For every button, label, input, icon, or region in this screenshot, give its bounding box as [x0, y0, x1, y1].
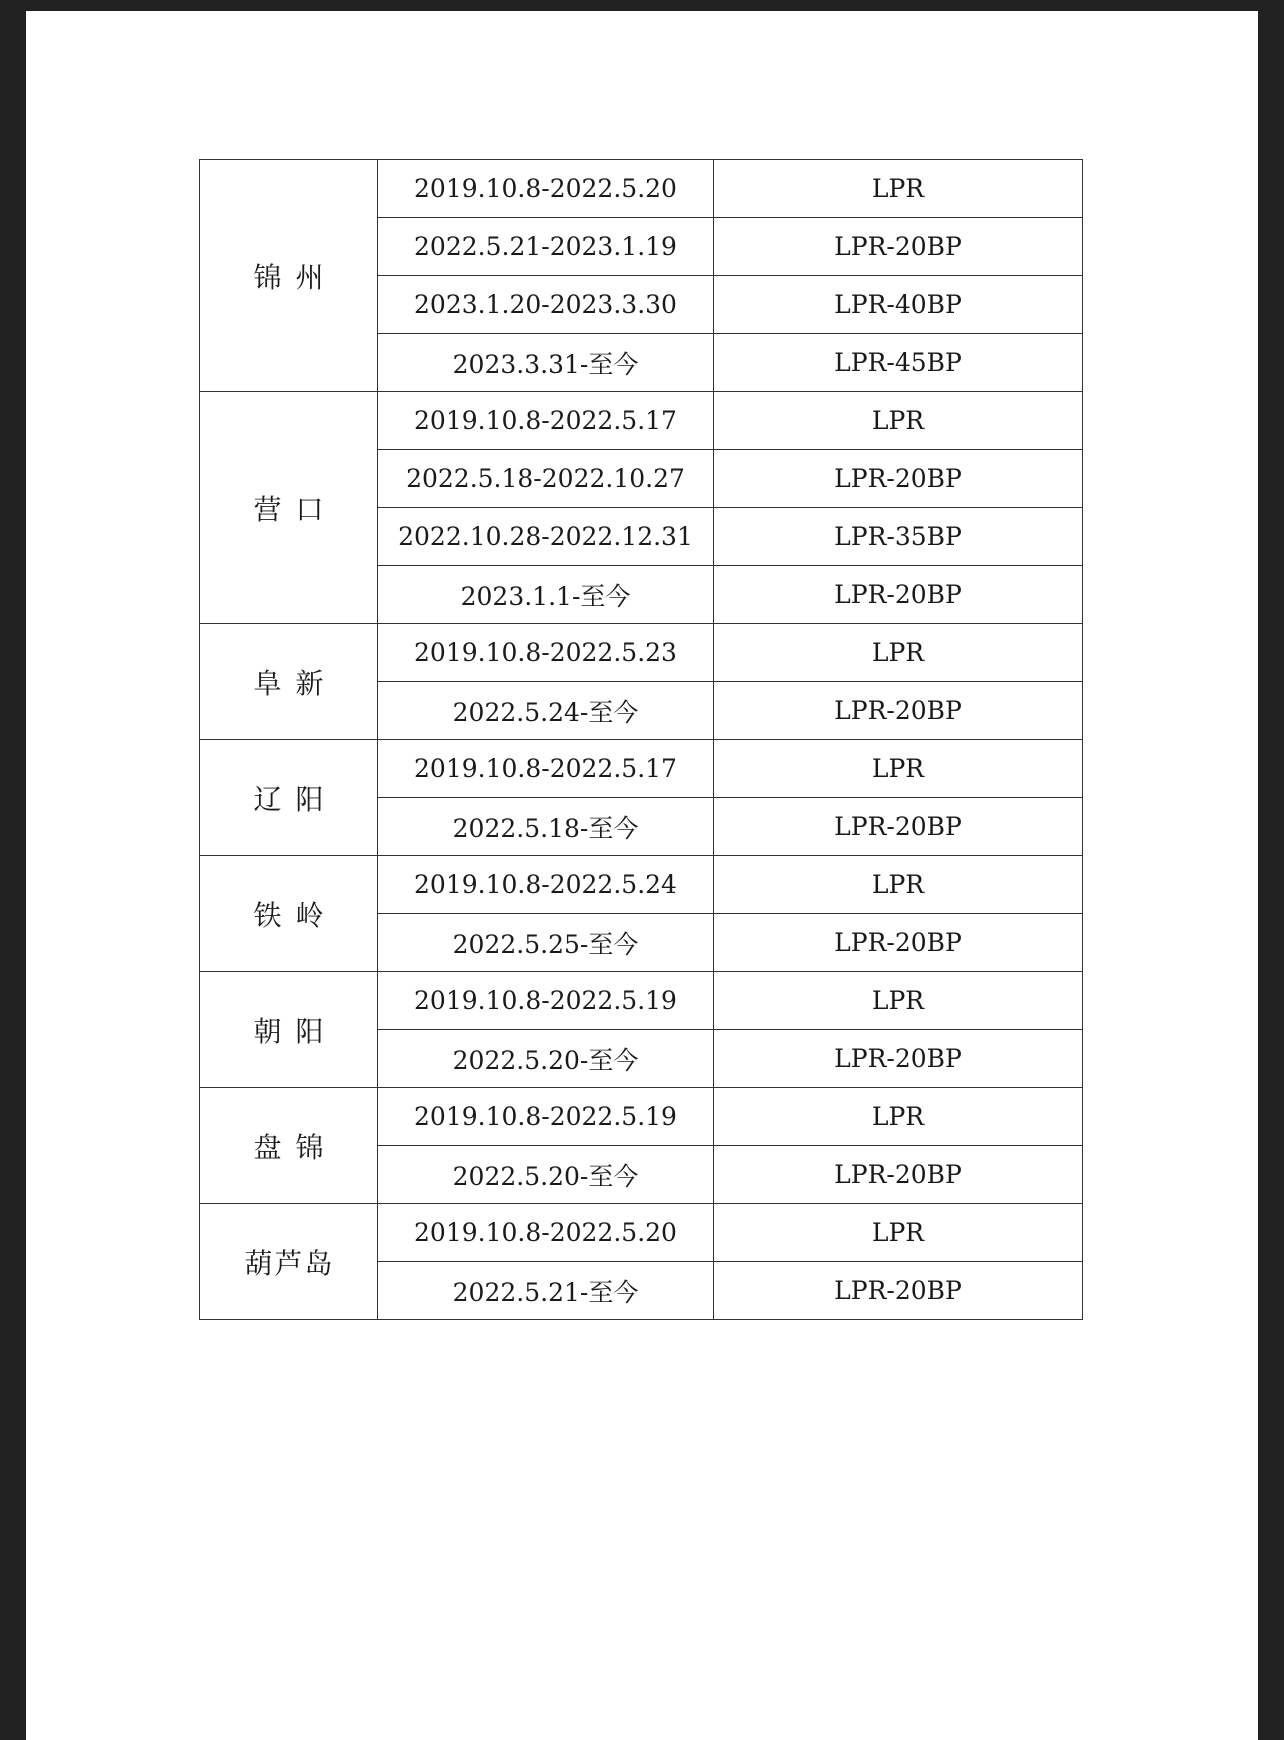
city-cell: 阜新	[200, 624, 378, 740]
period-cell: 2022.5.20-至今	[378, 1146, 714, 1204]
city-cell: 盘锦	[200, 1088, 378, 1204]
period-cell: 2019.10.8-2022.5.20	[378, 160, 714, 218]
table-row	[200, 856, 1083, 914]
rate-cell: LPR-20BP	[714, 1262, 1083, 1320]
city-cell: 葫芦岛	[200, 1204, 378, 1320]
document-page	[26, 11, 1258, 1740]
table-row	[200, 624, 1083, 682]
table-row	[200, 972, 1083, 1030]
period-cell: 2019.10.8-2022.5.19	[378, 1088, 714, 1146]
period-cell: 2022.5.20-至今	[378, 1030, 714, 1088]
rate-table-body	[200, 160, 1083, 1320]
rate-cell: LPR-45BP	[714, 334, 1083, 392]
rate-cell: LPR-20BP	[714, 450, 1083, 508]
table-row	[200, 160, 1083, 218]
rate-cell: LPR-20BP	[714, 914, 1083, 972]
city-cell: 朝阳	[200, 972, 378, 1088]
table-row	[200, 392, 1083, 450]
rate-cell: LPR	[714, 392, 1083, 450]
rate-cell: LPR	[714, 624, 1083, 682]
rate-cell: LPR	[714, 972, 1083, 1030]
table-row	[200, 1088, 1083, 1146]
table-row	[200, 1204, 1083, 1262]
city-cell: 辽阳	[200, 740, 378, 856]
period-cell: 2023.1.20-2023.3.30	[378, 276, 714, 334]
rate-cell: LPR-20BP	[714, 566, 1083, 624]
rate-cell: LPR-35BP	[714, 508, 1083, 566]
rate-cell: LPR	[714, 160, 1083, 218]
city-cell: 锦州	[200, 160, 378, 392]
rate-cell: LPR	[714, 1204, 1083, 1262]
table-row	[200, 740, 1083, 798]
period-cell: 2022.5.25-至今	[378, 914, 714, 972]
period-cell: 2019.10.8-2022.5.20	[378, 1204, 714, 1262]
period-cell: 2022.5.21-2023.1.19	[378, 218, 714, 276]
period-cell: 2023.3.31-至今	[378, 334, 714, 392]
rate-cell: LPR-20BP	[714, 798, 1083, 856]
city-cell: 营口	[200, 392, 378, 624]
city-cell: 铁岭	[200, 856, 378, 972]
rate-cell: LPR	[714, 740, 1083, 798]
period-cell: 2019.10.8-2022.5.17	[378, 740, 714, 798]
rate-cell: LPR-20BP	[714, 1146, 1083, 1204]
period-cell: 2022.5.24-至今	[378, 682, 714, 740]
rate-cell: LPR	[714, 856, 1083, 914]
period-cell: 2019.10.8-2022.5.24	[378, 856, 714, 914]
rate-cell: LPR-40BP	[714, 276, 1083, 334]
rate-cell: LPR-20BP	[714, 682, 1083, 740]
rate-table	[199, 159, 1083, 1320]
period-cell: 2023.1.1-至今	[378, 566, 714, 624]
rate-cell: LPR-20BP	[714, 1030, 1083, 1088]
period-cell: 2022.5.21-至今	[378, 1262, 714, 1320]
period-cell: 2022.10.28-2022.12.31	[378, 508, 714, 566]
period-cell: 2022.5.18-至今	[378, 798, 714, 856]
period-cell: 2019.10.8-2022.5.23	[378, 624, 714, 682]
period-cell: 2022.5.18-2022.10.27	[378, 450, 714, 508]
period-cell: 2019.10.8-2022.5.19	[378, 972, 714, 1030]
period-cell: 2019.10.8-2022.5.17	[378, 392, 714, 450]
rate-cell: LPR-20BP	[714, 218, 1083, 276]
rate-cell: LPR	[714, 1088, 1083, 1146]
